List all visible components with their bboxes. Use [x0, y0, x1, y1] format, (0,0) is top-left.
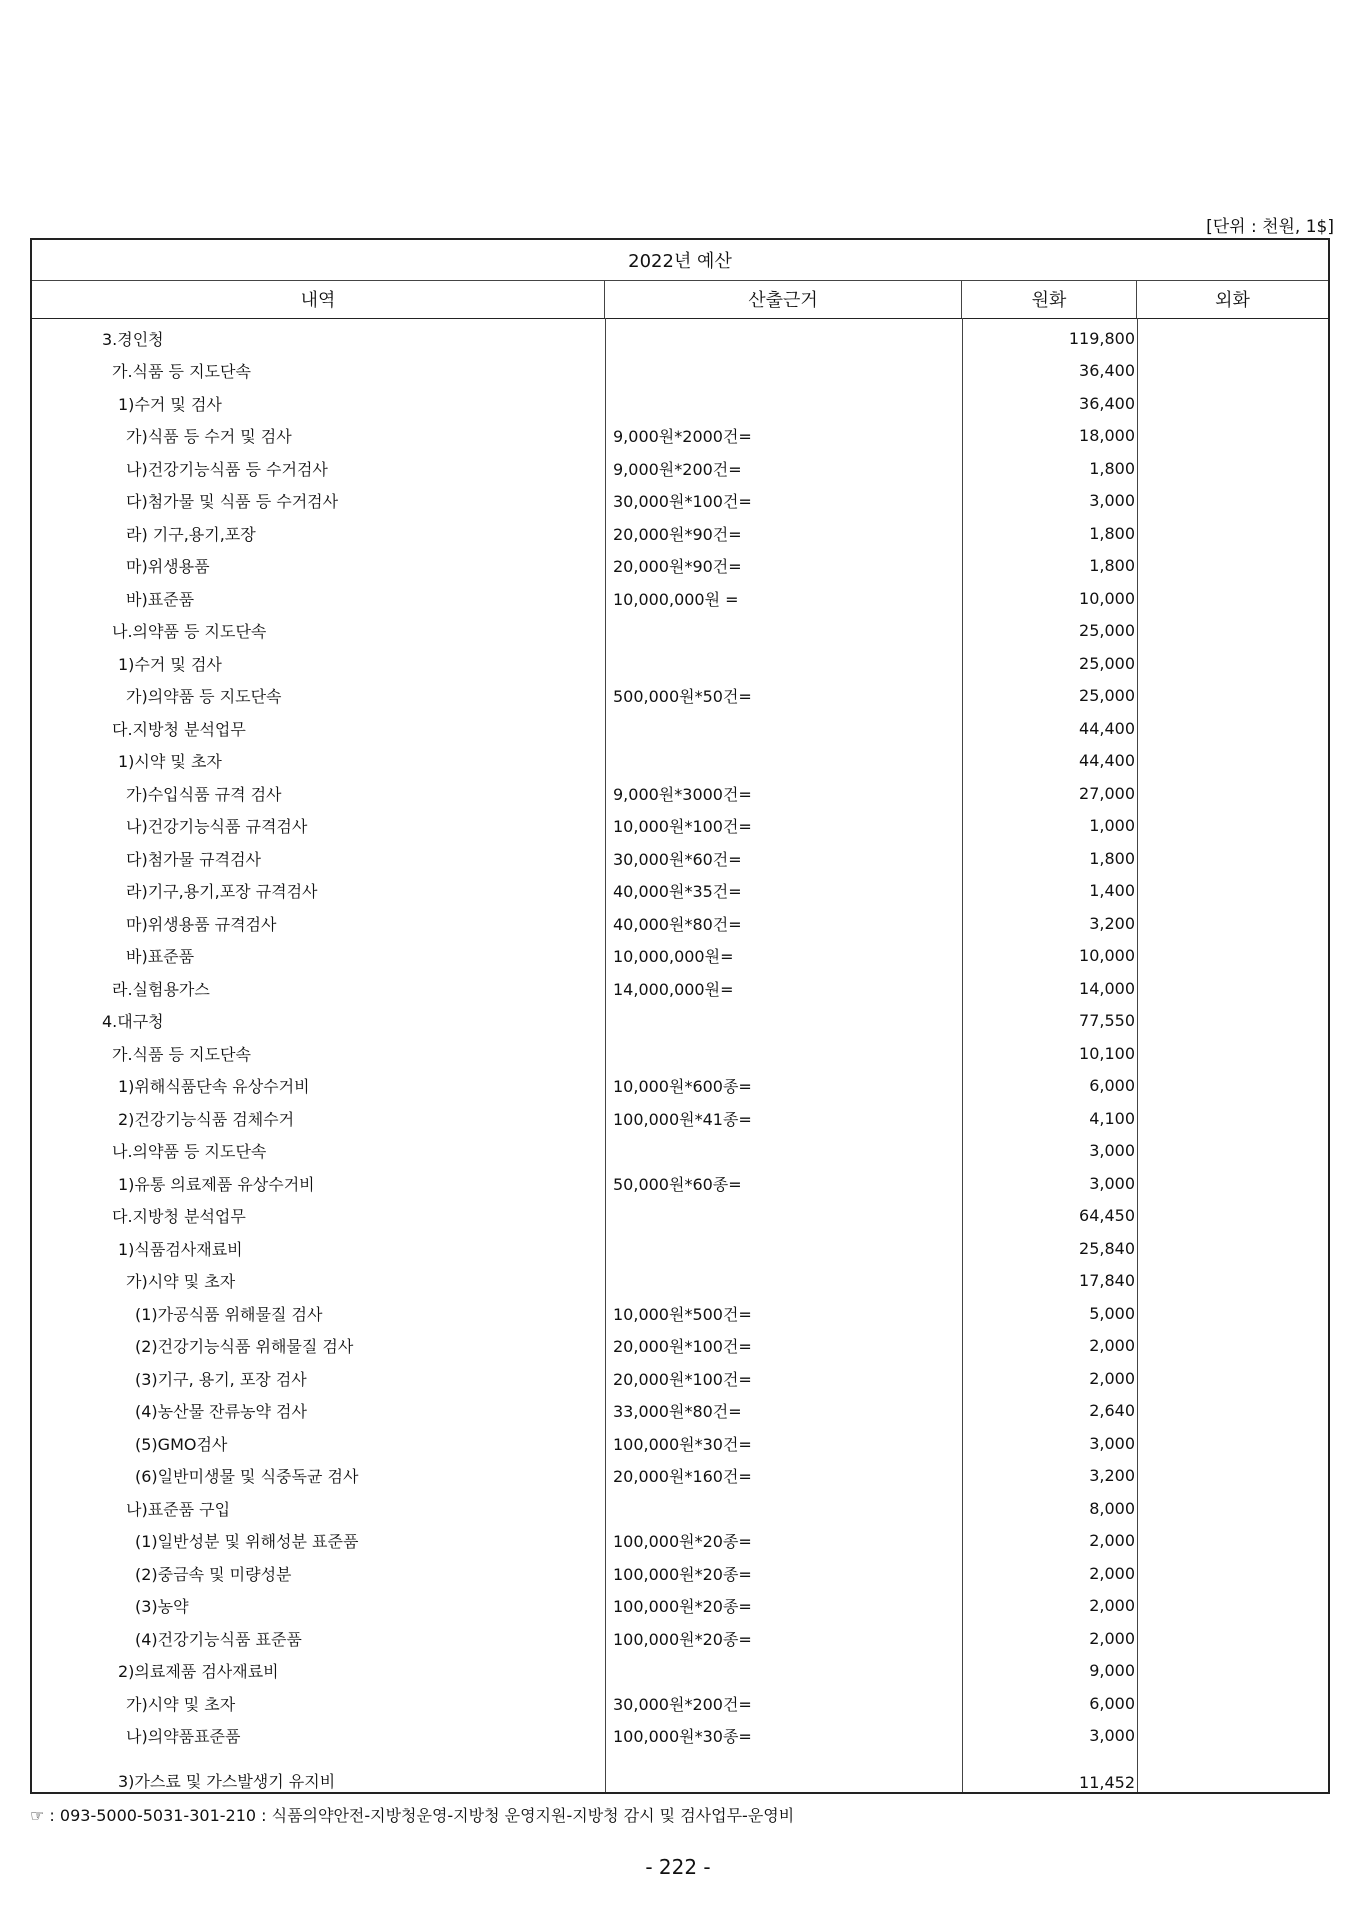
table-row — [32, 1460, 1328, 1493]
krw-cell: 1,800 — [1089, 848, 1135, 868]
basis-cell: 9,000원*200건= — [613, 459, 742, 479]
krw-cell: 14,000 — [1079, 978, 1135, 998]
item-cell: 1)식품검사재료비 — [118, 1239, 243, 1259]
table-row — [32, 452, 1328, 485]
item-cell: 3)가스료 및 가스발생기 유지비 — [118, 1772, 336, 1791]
item-cell: (6)일반미생물 및 식중독균 검사 — [135, 1467, 359, 1487]
table-row — [32, 1752, 1328, 1794]
table-row — [32, 1427, 1328, 1460]
krw-cell: 27,000 — [1079, 783, 1135, 803]
krw-cell: 36,400 — [1079, 393, 1135, 413]
table-row — [32, 1525, 1328, 1558]
item-cell: 라)기구,용기,포장 규격검사 — [126, 882, 318, 902]
basis-cell: 100,000원*30건= — [613, 1434, 752, 1454]
table-row — [32, 777, 1328, 810]
item-cell: 가)의약품 등 지도단속 — [126, 687, 282, 707]
krw-cell: 44,400 — [1079, 718, 1135, 738]
basis-cell: 30,000원*100건= — [613, 492, 752, 512]
basis-cell: 30,000원*200건= — [613, 1694, 752, 1714]
krw-cell: 18,000 — [1079, 426, 1135, 446]
item-cell: 나)건강기능식품 규격검사 — [126, 817, 308, 837]
item-cell: 2)의료제품 검사재료비 — [118, 1662, 279, 1682]
item-cell: (1)일반성분 및 위해성분 표준품 — [135, 1532, 359, 1552]
krw-cell: 1,800 — [1089, 458, 1135, 478]
krw-cell: 2,000 — [1089, 1563, 1135, 1583]
table-row — [32, 1687, 1328, 1720]
item-cell: 1)수거 및 검사 — [118, 654, 222, 674]
table-row — [32, 517, 1328, 550]
item-cell: 다)첨가물 규격검사 — [126, 849, 261, 869]
table-row — [32, 1655, 1328, 1688]
table-row — [32, 745, 1328, 778]
item-cell: 다.지방청 분석업무 — [112, 1207, 246, 1227]
table-row — [32, 875, 1328, 908]
item-cell: (3)기구, 용기, 포장 검사 — [135, 1369, 307, 1389]
krw-cell: 2,000 — [1089, 1596, 1135, 1616]
krw-cell: 8,000 — [1089, 1498, 1135, 1518]
krw-cell: 3,000 — [1089, 1141, 1135, 1161]
basis-cell: 20,000원*90건= — [613, 557, 742, 577]
item-cell: 4.대구청 — [102, 1012, 164, 1032]
item-cell: 1)수거 및 검사 — [118, 394, 222, 414]
table-row — [32, 582, 1328, 615]
item-cell: (1)가공식품 위해물질 검사 — [135, 1304, 323, 1324]
basis-cell: 33,000원*80건= — [613, 1402, 742, 1422]
table-row — [32, 420, 1328, 453]
krw-cell: 2,000 — [1089, 1531, 1135, 1551]
table-row — [32, 322, 1328, 355]
item-cell: (4)건강기능식품 표준품 — [135, 1629, 302, 1649]
table-row — [32, 842, 1328, 875]
basis-cell: 10,000원*100건= — [613, 817, 752, 837]
item-cell: (2)건강기능식품 위해물질 검사 — [135, 1337, 354, 1357]
item-cell: 가.식품 등 지도단속 — [112, 362, 251, 382]
krw-cell: 3,000 — [1089, 1173, 1135, 1193]
item-cell: 1)시약 및 초자 — [118, 752, 222, 772]
krw-cell: 3,200 — [1089, 913, 1135, 933]
item-cell: 나)표준품 구입 — [126, 1499, 231, 1519]
table-row — [32, 1200, 1328, 1233]
krw-cell: 2,640 — [1089, 1401, 1135, 1421]
krw-cell: 3,000 — [1089, 491, 1135, 511]
krw-cell: 17,840 — [1079, 1271, 1135, 1291]
krw-cell: 25,000 — [1079, 686, 1135, 706]
krw-cell: 11,452 — [1079, 1773, 1135, 1792]
krw-cell: 1,800 — [1089, 556, 1135, 576]
table-row — [32, 712, 1328, 745]
header-krw: 원화 — [962, 280, 1137, 318]
krw-cell: 25,000 — [1079, 621, 1135, 641]
krw-cell: 36,400 — [1079, 361, 1135, 381]
table-row — [32, 1362, 1328, 1395]
table-title: 2022년 예산 — [32, 240, 1328, 281]
basis-cell: 100,000원*20종= — [613, 1532, 752, 1552]
krw-cell: 119,800 — [1068, 328, 1135, 348]
table-row — [32, 355, 1328, 388]
basis-cell: 10,000원*500건= — [613, 1304, 752, 1324]
table-row — [32, 810, 1328, 843]
item-cell: 바)표준품 — [126, 589, 195, 609]
table-row — [32, 1005, 1328, 1038]
table-row — [32, 485, 1328, 518]
basis-cell: 20,000원*100건= — [613, 1337, 752, 1357]
table-row — [32, 1557, 1328, 1590]
basis-cell: 100,000원*20종= — [613, 1564, 752, 1584]
table-row — [32, 550, 1328, 583]
basis-cell: 500,000원*50건= — [613, 687, 752, 707]
krw-cell: 2,000 — [1089, 1336, 1135, 1356]
basis-cell: 14,000,000원= — [613, 979, 734, 999]
item-cell: 나)의약품표준품 — [126, 1727, 241, 1747]
item-cell: 1)위해식품단속 유상수거비 — [118, 1077, 310, 1097]
basis-cell: 100,000원*20종= — [613, 1597, 752, 1617]
table-row — [32, 940, 1328, 973]
krw-cell: 6,000 — [1089, 1693, 1135, 1713]
table-body — [32, 322, 1328, 1794]
table-row — [32, 1395, 1328, 1428]
header-item: 내역 — [32, 280, 605, 318]
table-row — [32, 680, 1328, 713]
basis-cell: 30,000원*60건= — [613, 849, 742, 869]
item-cell: (3)농약 — [135, 1597, 189, 1617]
table-row — [32, 1232, 1328, 1265]
krw-cell: 25,000 — [1079, 653, 1135, 673]
table-row — [32, 1070, 1328, 1103]
basis-cell: 20,000원*90건= — [613, 524, 742, 544]
table-header-row — [32, 280, 1328, 319]
krw-cell: 10,100 — [1079, 1043, 1135, 1063]
table-row — [32, 1330, 1328, 1363]
header-basis: 산출근거 — [605, 280, 962, 318]
krw-cell: 10,000 — [1079, 588, 1135, 608]
item-cell: 2)건강기능식품 검체수거 — [118, 1109, 295, 1129]
item-cell: 다.지방청 분석업무 — [112, 719, 246, 739]
krw-cell: 9,000 — [1089, 1661, 1135, 1681]
table-row — [32, 1265, 1328, 1298]
item-cell: 나.의약품 등 지도단속 — [112, 622, 267, 642]
item-cell: 가.식품 등 지도단속 — [112, 1044, 251, 1064]
item-cell: 가)식품 등 수거 및 검사 — [126, 427, 292, 447]
table-row — [32, 1037, 1328, 1070]
basis-cell: 10,000,000원= — [613, 947, 734, 967]
basis-cell: 20,000원*160건= — [613, 1467, 752, 1487]
unit-label: [단위 : 천원, 1$] — [1206, 217, 1334, 237]
item-cell: 1)유통 의료제품 유상수거비 — [118, 1174, 315, 1194]
item-cell: 가)시약 및 초자 — [126, 1272, 236, 1292]
table-row — [32, 972, 1328, 1005]
item-cell: 가)시약 및 초자 — [126, 1694, 236, 1714]
krw-cell: 64,450 — [1079, 1206, 1135, 1226]
item-cell: 마)위생용품 규격검사 — [126, 914, 277, 934]
table-row — [32, 1590, 1328, 1623]
item-cell: 나.의약품 등 지도단속 — [112, 1142, 267, 1162]
basis-cell: 100,000원*20종= — [613, 1629, 752, 1649]
item-cell: 마)위생용품 — [126, 557, 210, 577]
table-row — [32, 1167, 1328, 1200]
item-cell: 가)수입식품 규격 검사 — [126, 784, 282, 804]
table-row — [32, 907, 1328, 940]
item-cell: 다)첨가물 및 식품 등 수거검사 — [126, 492, 339, 512]
header-foreign: 외화 — [1215, 290, 1250, 311]
basis-cell: 9,000원*2000건= — [613, 427, 752, 447]
basis-cell: 50,000원*60종= — [613, 1174, 742, 1194]
krw-cell: 44,400 — [1079, 751, 1135, 771]
basis-cell: 10,000원*600종= — [613, 1077, 752, 1097]
krw-cell: 3,000 — [1089, 1726, 1135, 1746]
table-row — [32, 1102, 1328, 1135]
krw-cell: 4,100 — [1089, 1108, 1135, 1128]
krw-cell: 2,000 — [1089, 1628, 1135, 1648]
footnote: ☞ : 093-5000-5031-301-210 : 식품의약안전-지방청운영-지방청 운영지원-지방청 감시 및 검사업무-운영비 — [30, 1806, 795, 1825]
basis-cell: 9,000원*3000건= — [613, 784, 752, 804]
table-row — [32, 1622, 1328, 1655]
budget-table — [30, 238, 1330, 1794]
krw-cell: 25,840 — [1079, 1238, 1135, 1258]
krw-cell: 6,000 — [1089, 1076, 1135, 1096]
krw-cell: 77,550 — [1079, 1011, 1135, 1031]
table-row — [32, 1297, 1328, 1330]
table-row — [32, 1492, 1328, 1525]
table-row — [32, 387, 1328, 420]
krw-cell: 5,000 — [1089, 1303, 1135, 1323]
basis-cell: 10,000,000원 = — [613, 589, 739, 609]
table-row — [32, 615, 1328, 648]
krw-cell: 10,000 — [1079, 946, 1135, 966]
basis-cell: 40,000원*80건= — [613, 914, 742, 934]
item-cell: (5)GMO검사 — [135, 1434, 228, 1454]
basis-cell: 40,000원*35건= — [613, 882, 742, 902]
item-cell: 3.경인청 — [102, 329, 164, 349]
table-row — [32, 1135, 1328, 1168]
item-cell: (4)농산물 잔류농약 검사 — [135, 1402, 307, 1422]
page-number: - 222 - — [645, 1855, 711, 1879]
item-cell: 바)표준품 — [126, 947, 195, 967]
krw-cell: 3,200 — [1089, 1466, 1135, 1486]
basis-cell: 20,000원*100건= — [613, 1369, 752, 1389]
krw-cell: 1,000 — [1089, 816, 1135, 836]
item-cell: (2)중금속 및 미량성분 — [135, 1564, 292, 1584]
krw-cell: 3,000 — [1089, 1433, 1135, 1453]
item-cell: 라) 기구,용기,포장 — [126, 524, 256, 544]
basis-cell: 100,000원*30종= — [613, 1727, 752, 1747]
krw-cell: 1,800 — [1089, 523, 1135, 543]
basis-cell: 100,000원*41종= — [613, 1109, 752, 1129]
item-cell: 라.실험용가스 — [112, 979, 210, 999]
table-row — [32, 1720, 1328, 1753]
krw-cell: 1,400 — [1089, 881, 1135, 901]
item-cell: 나)건강기능식품 등 수거검사 — [126, 459, 328, 479]
krw-cell: 2,000 — [1089, 1368, 1135, 1388]
table-row — [32, 647, 1328, 680]
